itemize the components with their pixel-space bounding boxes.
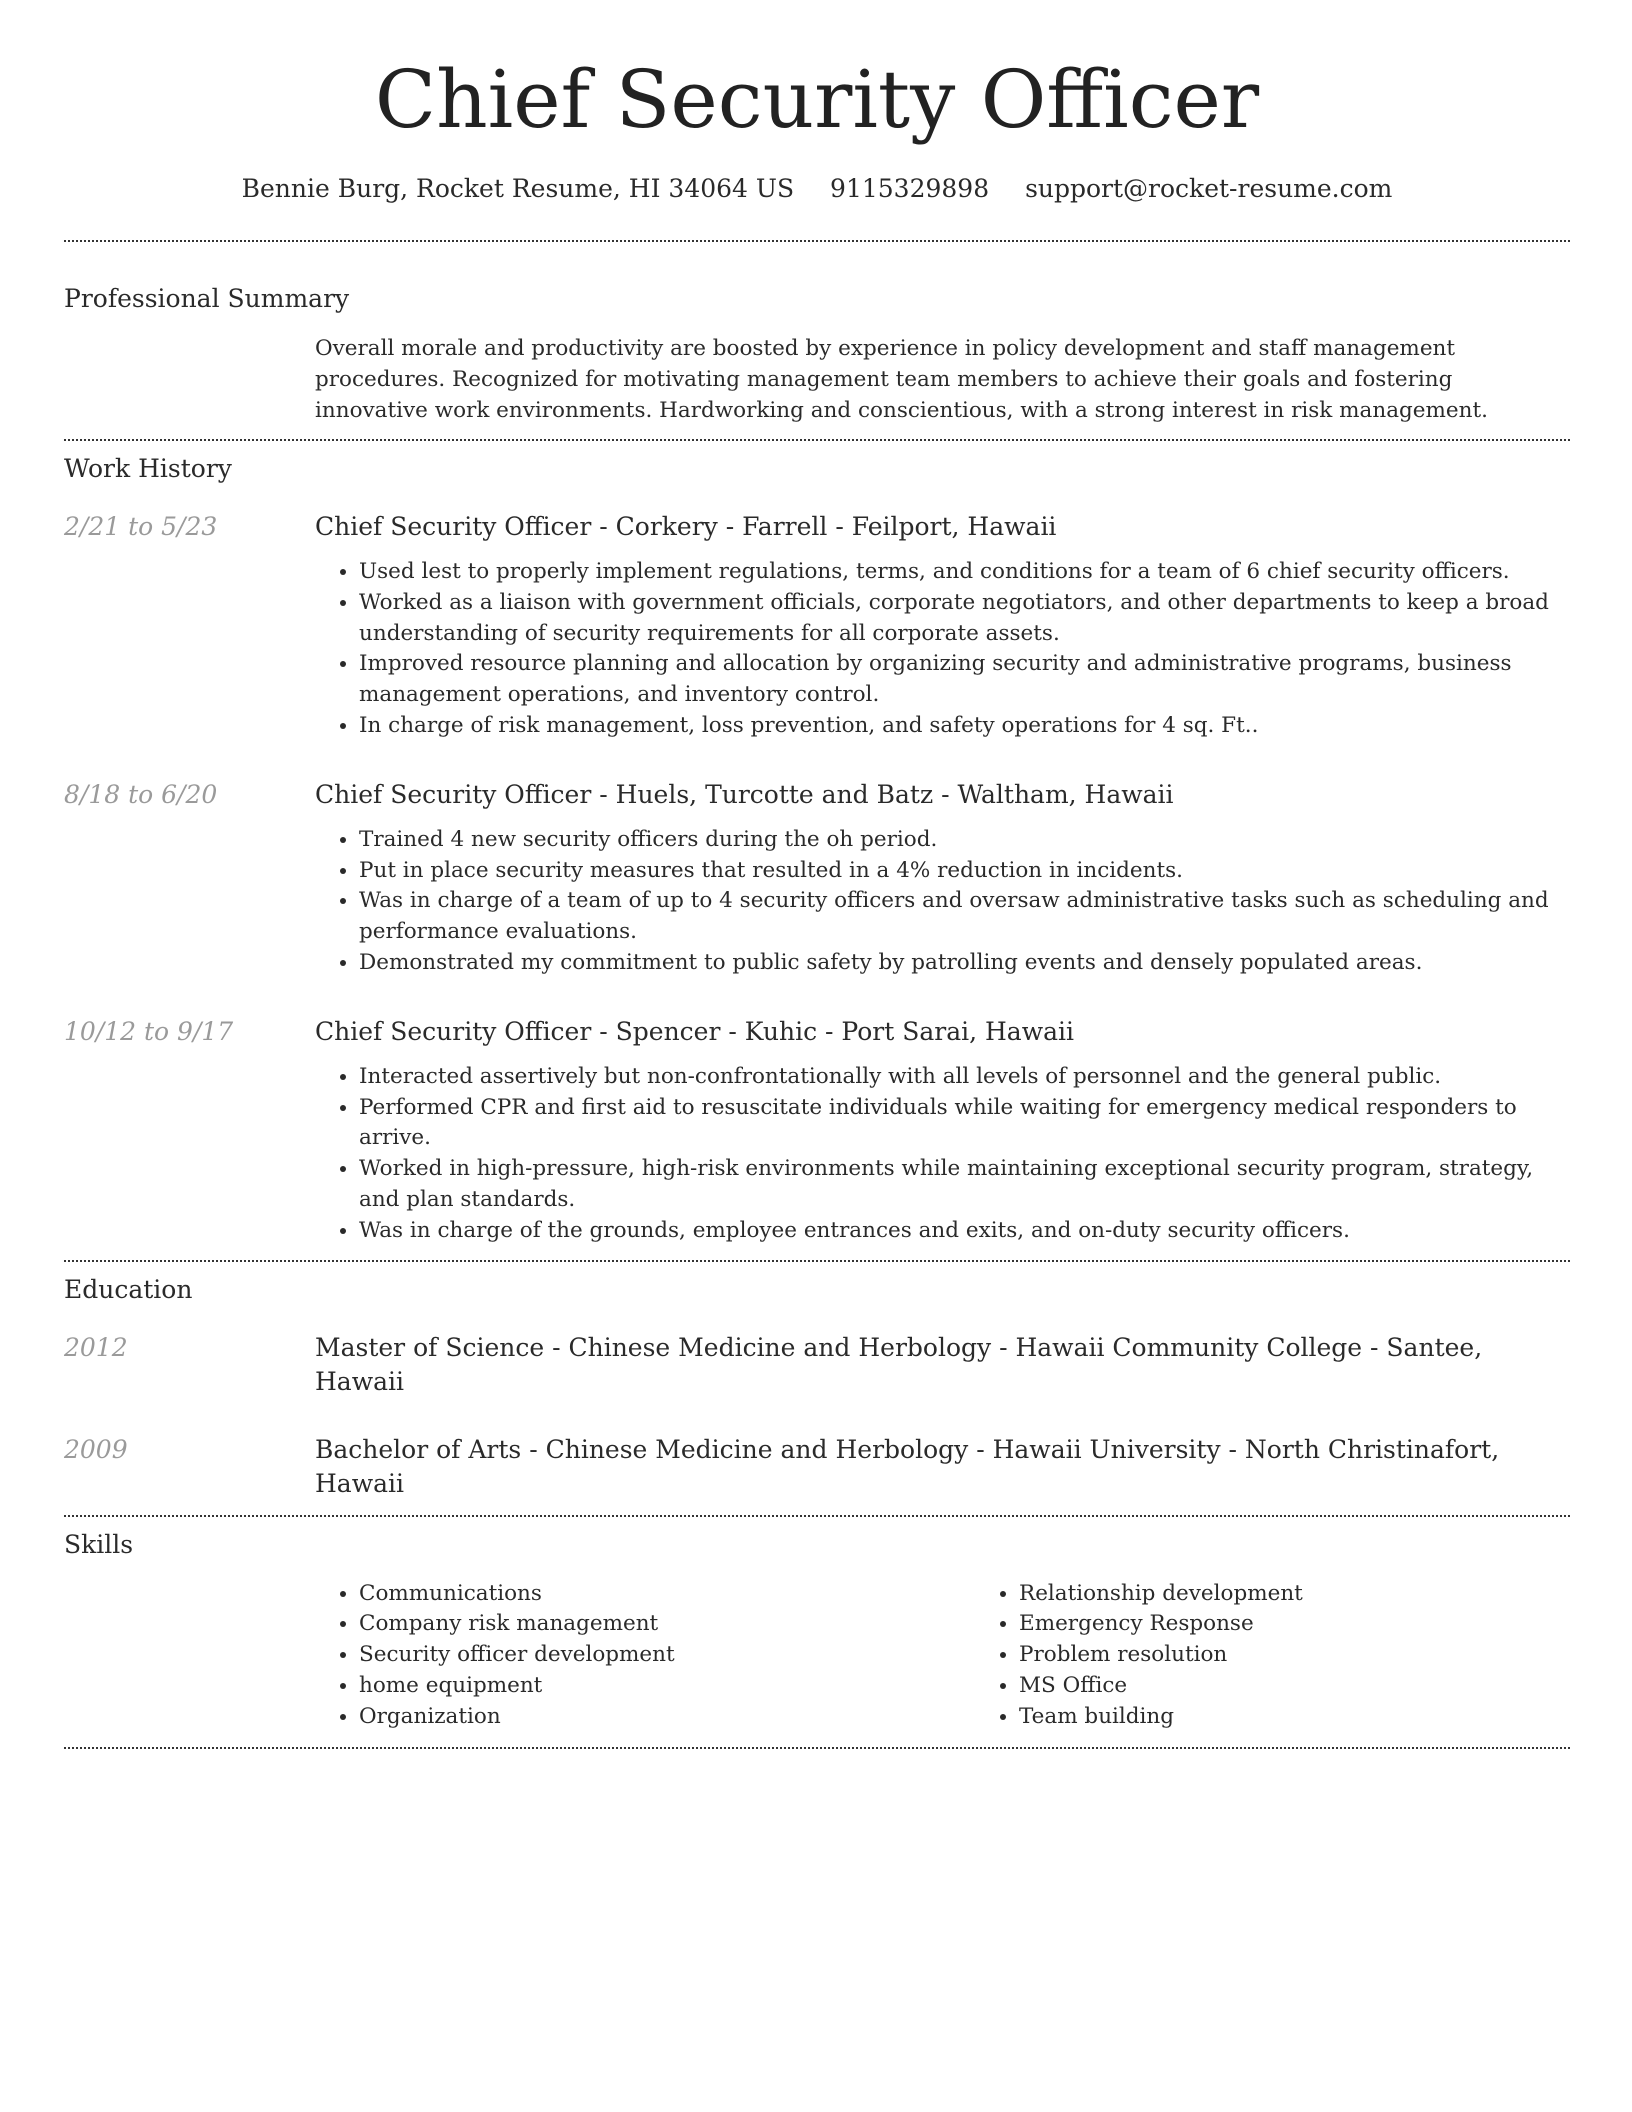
job-details: [315, 1015, 1570, 1247]
job-entry: [64, 510, 1570, 742]
education-year: 2012: [64, 1332, 128, 1362]
job-bullet: • Put in place security measures that resulted in a 4% reduction in incidents.: [359, 856, 1570, 887]
skills-list-left: [315, 1579, 975, 1733]
contact-address: Bennie Burg, Rocket Resume, HI 34064 US: [241, 174, 795, 203]
skills-heading: Skills: [64, 1529, 134, 1559]
education-section: [64, 1273, 1570, 1501]
section-divider: [64, 1260, 1570, 1262]
job-entry: [64, 778, 1570, 979]
job-details: [315, 778, 1570, 979]
job-bullets: [315, 1062, 1570, 1247]
job-bullet: • Was in charge of a team of up to 4 security officers and oversaw administrative tasks such as scheduling and performance evaluations.: [359, 886, 1570, 948]
job-bullet: • Worked as a liaison with government officials, corporate negotiators, and other departments to keep a broad understanding of security requirements for all corporate assets.: [359, 588, 1570, 650]
job-title: Chief Security Officer - Corkery - Farrell - Feilport, Hawaii: [315, 512, 1057, 541]
work-history-section: [64, 452, 1570, 1247]
contact-email[interactable]: support@rocket-resume.com: [1025, 174, 1393, 203]
section-divider: [64, 439, 1570, 441]
job-bullet: • Trained 4 new security officers during the oh period.: [359, 825, 1570, 856]
education-degree: Bachelor of Arts - Chinese Medicine and Herbology - Hawaii University - North Christinafort, Hawaii: [315, 1434, 1500, 1498]
education-entry: [64, 1433, 1570, 1501]
section-divider: [64, 1747, 1570, 1749]
section-divider: [64, 240, 1570, 242]
summary-row: [64, 333, 1570, 426]
job-dates: 2/21 to 5/23: [64, 512, 218, 541]
education-heading: Education: [64, 1274, 193, 1304]
job-title: Chief Security Officer - Spencer - Kuhic - Port Sarai, Hawaii: [315, 1016, 1075, 1046]
skills-row: [64, 1579, 1570, 1733]
resume-title: Chief Security Officer: [374, 53, 1260, 146]
job-entry: [64, 1015, 1570, 1247]
skills-grid: [315, 1579, 1632, 1733]
skill-item: • Company risk management: [359, 1609, 975, 1640]
job-bullet: • Interacted assertively but non-confrontationally with all levels of personnel and the general public.: [359, 1062, 1570, 1093]
skill-item: • Organization: [359, 1702, 975, 1733]
job-bullets: [315, 557, 1570, 742]
job-dates: 8/18 to 6/20: [64, 779, 218, 809]
education-entry: [64, 1331, 1570, 1399]
job-bullet: • Was in charge of the grounds, employee entrances and exits, and on-duty security officers.: [359, 1216, 1570, 1247]
job-bullet: • In charge of risk management, loss prevention, and safety operations for 4 sq. Ft..: [359, 711, 1570, 742]
job-bullet: • Worked in high-pressure, high-risk environments while maintaining exceptional security program, strategy, and plan standards.: [359, 1154, 1570, 1216]
skill-item: • MS Office: [1019, 1671, 1632, 1702]
education-degree: Master of Science - Chinese Medicine and Herbology - Hawaii Community College - Santee, Hawaii: [315, 1332, 1483, 1396]
work-history-heading: Work History: [64, 454, 232, 483]
contact-phone: 9115329898: [830, 174, 990, 203]
job-bullet: • Used lest to properly implement regulations, terms, and conditions for a team of 6 chief security officers.: [359, 557, 1570, 588]
resume-page: [64, 0, 1570, 1749]
job-bullet: • Demonstrated my commitment to public safety by patrolling events and densely populated areas.: [359, 948, 1570, 979]
skill-item: • Security officer development: [359, 1640, 975, 1671]
contact-line: [64, 172, 1570, 206]
summary-heading: Professional Summary: [64, 284, 350, 313]
skill-item: • Communications: [359, 1579, 975, 1610]
job-title: Chief Security Officer - Huels, Turcotte and Batz - Waltham, Hawaii: [315, 779, 1174, 809]
section-divider: [64, 1515, 1570, 1517]
job-dates: 10/12 to 9/17: [64, 1016, 234, 1046]
skill-item: • home equipment: [359, 1671, 975, 1702]
job-bullet: • Improved resource planning and allocation by organizing security and administrative programs, business management operations, and inventory control.: [359, 649, 1570, 711]
job-bullet: • Performed CPR and first aid to resuscitate individuals while waiting for emergency medical responders to arrive.: [359, 1093, 1570, 1155]
summary-text: Overall morale and productivity are boosted by experience in policy development and staff management procedures. Recognized for motivating management team members to achieve their goals and fostering innovative work environments. Hardworking and conscientious, with a strong interest in risk management.: [315, 336, 1488, 423]
skill-item: • Relationship development: [1019, 1579, 1632, 1610]
education-year: 2009: [64, 1434, 128, 1464]
summary-section: [64, 282, 1570, 426]
skills-section: [64, 1528, 1570, 1733]
skill-item: • Team building: [1019, 1702, 1632, 1733]
skill-item: • Emergency Response: [1019, 1609, 1632, 1640]
skill-item: • Problem resolution: [1019, 1640, 1632, 1671]
job-details: [315, 510, 1570, 742]
skills-list-right: [975, 1579, 1632, 1733]
job-bullets: [315, 825, 1570, 979]
